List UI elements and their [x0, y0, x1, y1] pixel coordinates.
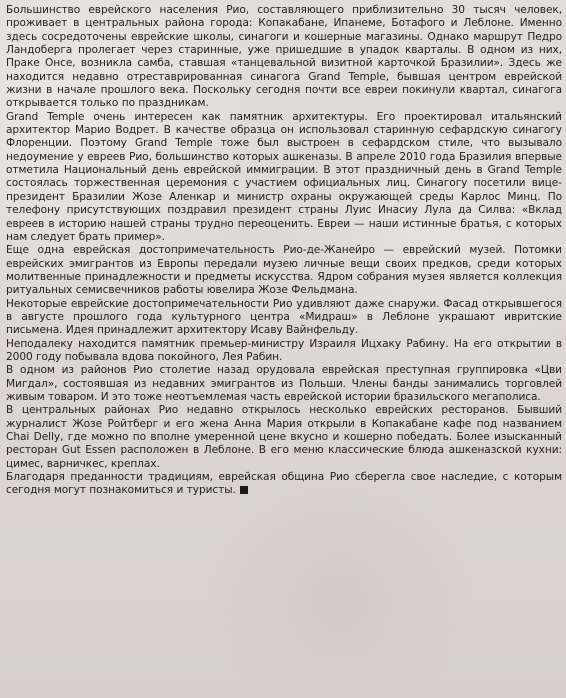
- paragraph-1: Большинство еврейского населения Рио, составляющего приблизительно 30 тысяч человек, проживает в центральных района города: Копакабане, Ипанеме, Ботафого и Леблоне. Именно здесь сосредоточены еврейские школы, синагоги и кошерные магазины. Однако маршрут Педро Ландоберга пролегает через старинные, уже пришедшие в упадок кварталы. В одном из них, Праке Онсе, возникла самба, ставшая «танцевальной визитной карточкой Бразилии». Здесь же находится недавно отреставрированная синагога Grand Temple, бывшая центром еврейской жизни в начале прошлого века. Поскольку сегодня почти все евреи покинули квартал, синагога открывается только по праздникам.: [6, 4, 562, 110]
- end-mark-icon: [240, 486, 248, 494]
- paragraph-4: Некоторые еврейские достопримечательности Рио удивляют даже снаружи. Фасад открывшегося в августе прошлого года культурного центра «Мидраш» в Леблоне украшают ивритские письмена. Идея принадлежит архитектору Исаву Вайнфельду.: [6, 297, 562, 337]
- paragraph-6: В одном из районов Рио столетие назад орудовала еврейская преступная группировка «Цви Мигдал», состоявшая из недавних эмигрантов из Польши. Члены банды занимались торговлей живым товаром. И это тоже неотъемлемая часть еврейской истории бразильского мегаполиса.: [6, 364, 562, 403]
- article-column: [6, 4, 562, 498]
- paragraph-2: Grand Temple очень интересен как памятник архитектуры. Его проектировал итальянский архитектор Марио Водрет. В качестве образца он использовал старинную сефардскую синагогу Флоренции. Поэтому Grand Temple тоже был выстроен в сефардском стиле, что вызывало недоумение у евреев Рио, большинство которых ашкеназы. В апреле 2010 года Бразилия впервые отметила Национальный день еврейской иммиграции. В этот праздничный день в Grand Temple состоялась торжественная церемония с участием официальных лиц. Синагогу посетили вице-президент Бразилии Жозе Аленкар и министр охраны окружающей среды Карлос Минц. По телефону присутствующих поздравил президент страны Луис Инасиу Лула да Силва: «Вклад евреев в историю нашей страны трудно переоценить. Евреи — наши истинные братья, с которых нам следует брать пример».: [6, 110, 562, 243]
- paragraph-7: В центральных районах Рио недавно открылось несколько еврейских ресторанов. Бывший журналист Жозе Ройтберг и его жена Анна Мария открыли в Копакабане кафе под названием Chai Delly, где можно по вполне умеренной цене вкусно и кошерно победать. Более изысканный ресторан Gut Essen расположен в Леблоне. В его меню классические блюда ашкеназской кухни: цимес, варничкес, креплах.: [6, 404, 562, 470]
- paragraph-3: Еще одна еврейская достопримечательность Рио-де-Жанейро — еврейский музей. Потомки еврейских эмигрантов из Европы передали музею личные вещи своих предков, среди которых молитвенные принадлежности и предметы искусства. Ядром собрания музея является коллекция ритуальных семисвечников работы ювелира Жозе Фельдмана.: [6, 244, 562, 297]
- paragraph-5: Неподалеку находится памятник премьер-министру Израиля Ицхаку Рабину. На его открытии в 2000 году побывала вдова покойного, Лея Рабин.: [6, 337, 562, 363]
- paragraph-8-text: Благодаря преданности традициям, еврейская община Рио сберегла свое наследие, с которым сегодня могут познакомиться и туристы.: [6, 471, 562, 497]
- paragraph-8: [6, 471, 562, 498]
